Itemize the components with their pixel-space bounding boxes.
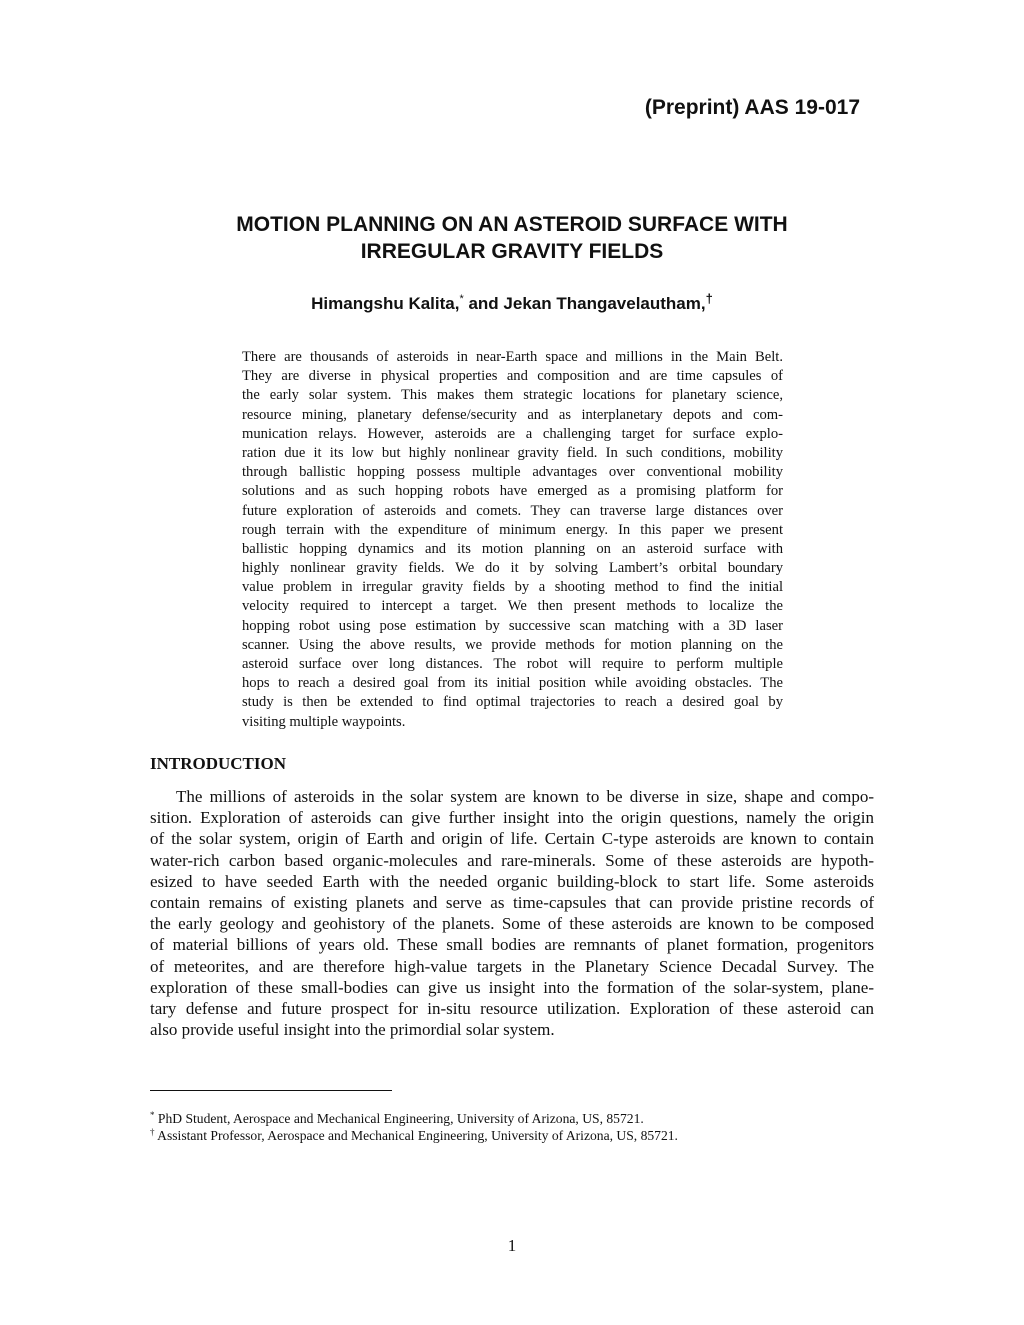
page-number: 1 [507, 1236, 517, 1255]
footnote-text: Assistant Professor, Aerospace and Mechanical Engineering, University of Arizona, US, 85721. [154, 1128, 678, 1143]
abstract-line: through ballistic hopping possess multiple advantages over conventional mobility [242, 464, 783, 481]
paragraph-line: water-rich carbon based organic-molecules and rare-minerals. Some of these asteroids are hypoth- [150, 850, 874, 870]
footnote-marker: † [705, 291, 713, 306]
title-line: IRREGULAR GRAVITY FIELDS [360, 240, 664, 263]
author-list [150, 291, 874, 314]
abstract-line: future exploration of asteroids and comets. They can traverse large distances over [242, 502, 783, 519]
abstract-line: highly nonlinear gravity fields. We do it by solving Lambert’s orbital boundary [242, 560, 783, 577]
footnote-separator [150, 1090, 392, 1091]
author-name: Jekan Thangavelautham, [503, 294, 706, 313]
paragraph-line: The millions of asteroids in the solar system are known to be diverse in size, shape and compo- [176, 787, 874, 806]
author-connector: and [463, 294, 504, 313]
abstract [242, 348, 783, 732]
abstract-line: hopping robot using pose estimation by successive scan matching with a 3D laser [242, 617, 783, 634]
introduction-paragraph [150, 786, 874, 1040]
paragraph-line: of material billions of years old. These small bodies are remnants of planet formation, progenitors [150, 935, 874, 955]
paragraph-line: esized to have seeded Earth with the needed organic building-block to start life. Some asteroids [150, 871, 874, 891]
abstract-line: study is then be extended to find optimal trajectories to reach a desired goal by [242, 694, 783, 711]
footnote [150, 1127, 678, 1144]
abstract-line: munication relays. However, asteroids are a challenging target for surface explo- [242, 425, 783, 442]
footnote [150, 1110, 678, 1127]
paragraph-line: also provide useful insight into the primordial solar system. [150, 1020, 555, 1040]
footnote-marker: * [459, 293, 464, 305]
abstract-line: asteroid surface over long distances. The robot will require to perform multiple [242, 656, 783, 672]
author-name: Himangshu Kalita, [311, 294, 460, 313]
paragraph-line: of the solar system, origin of Earth and origin of life. Certain C-type asteroids are known to contain [150, 829, 874, 849]
abstract-line: resource mining, planetary defense/security and as interplanetary depots and com- [242, 406, 783, 423]
abstract-line: There are thousands of asteroids in near-Earth space and millions in the Main Belt. [242, 349, 783, 365]
paragraph-line: exploration of these small-bodies can give us insight into the formation of the solar-system, plane- [150, 977, 874, 997]
footnote-text: PhD Student, Aerospace and Mechanical Engineering, University of Arizona, US, 85721. [154, 1111, 644, 1126]
paragraph-line: tary defense and future prospect for in-situ resource utilization. Exploration of these asteroid can [150, 998, 874, 1018]
abstract-line: solutions and as such hopping robots have emerged as a promising platform for [242, 483, 783, 500]
abstract-line: They are diverse in physical properties and composition and are time capsules of [242, 368, 783, 385]
abstract-line: ballistic hopping dynamics and its motion planning on an asteroid surface with [242, 540, 783, 557]
abstract-line: value problem in irregular gravity fields by a shooting method to find the initial [242, 579, 783, 596]
abstract-line: velocity required to intercept a target. We then present methods to localize the [242, 598, 783, 615]
preprint-identifier: (Preprint) AAS 19-017 [644, 96, 860, 119]
abstract-line: visiting multiple waypoints. [242, 713, 406, 730]
title-line: MOTION PLANNING ON AN ASTEROID SURFACE WITH [236, 213, 788, 236]
footnotes [150, 1110, 678, 1144]
abstract-line: the early solar system. This makes them strategic locations for planetary science, [242, 387, 783, 404]
abstract-line: ration due it its low but highly nonlinear gravity field. In such conditions, mobility [242, 444, 783, 461]
paragraph-line: sition. Exploration of asteroids can give further insight into the origin questions, namely the origin [150, 808, 874, 828]
abstract-line: hops to reach a desired goal from its initial position while avoiding obstacles. The [242, 675, 783, 692]
footnote-marker: * [150, 1110, 155, 1120]
abstract-line: scanner. Using the above results, we provide methods for motion planning on the [242, 636, 783, 653]
section-heading-introduction: INTRODUCTION [150, 754, 287, 773]
abstract-line: rough terrain with the expenditure of minimum energy. In this paper we present [242, 521, 783, 538]
footnote-marker: † [150, 1127, 155, 1137]
paragraph-line: the early geology and geohistory of the planets. Some of these asteroids are known to be composed [150, 914, 874, 934]
paper-title [150, 211, 874, 265]
paragraph-line: of meteorites, and are therefore high-value targets in the Planetary Science Decadal Survey. The [150, 956, 874, 976]
paragraph-line: contain remains of existing planets and serve as time-capsules that can provide pristine records of [150, 892, 874, 912]
